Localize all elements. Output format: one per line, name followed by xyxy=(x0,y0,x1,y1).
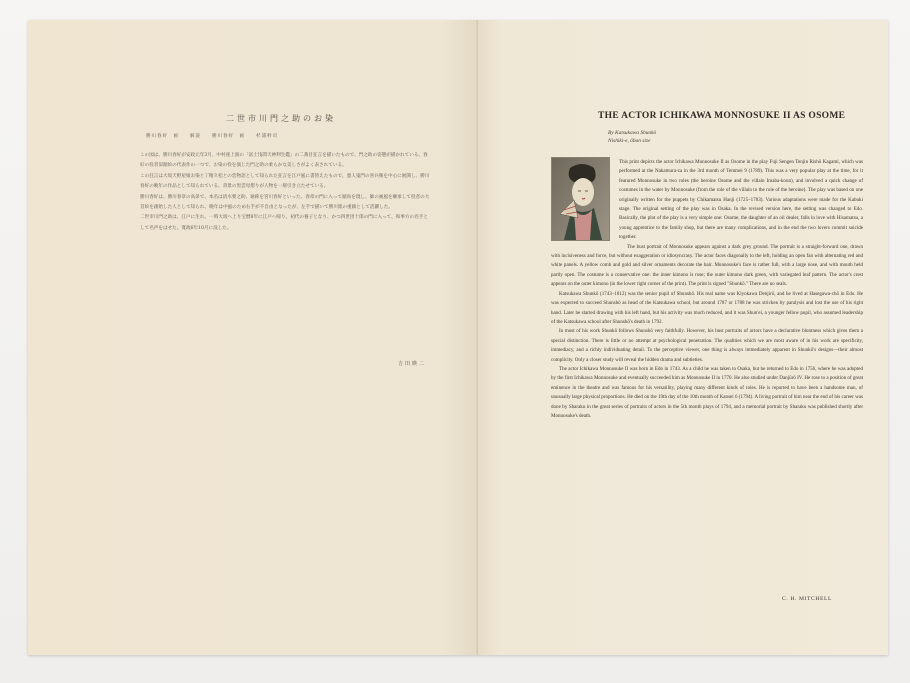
print-format-line: Nishiki-e, ōban size xyxy=(608,138,651,144)
english-body-text xyxy=(551,158,863,421)
author-signature-english: C. H. MITCHELL xyxy=(782,596,833,602)
page-title-japanese: 二世市川門之助のお染 xyxy=(226,114,336,123)
open-booklet xyxy=(28,20,888,655)
author-signature-japanese: 吉田暎二 xyxy=(398,361,427,367)
page-title-english: THE ACTOR ICHIKAWA MONNOSUKE II AS OSOME xyxy=(598,111,846,121)
paragraph: 二世市川門之助は、江戸に生れ、一時大坂へ上り宝暦8年に江戸へ帰り、初代の養子となり、かつ四世団十郎の門に入って、和事方の名手として名声をはせた。寛政6年10月に没した。 xyxy=(140,215,428,231)
credits-line: 勝川春好 画 解説 勝川春好 画 杉浦幹司 xyxy=(146,134,278,139)
japanese-body-text xyxy=(140,151,430,234)
paragraph: 勝川春好は、勝川春章の高弟で、本名は清水要之助、通称を宮川春好といった。春章の門に入って頭角を現し、師の画風を継承して役者の大首絵を創始した人として知られ、晩年は中風のため右手が不自由となったが、左手で描いて勝川派の重鎮として活躍した。 xyxy=(140,194,430,211)
paragraph: この図は、勝川春好が安政元年3月、中村座上演の「富士浅間天神利生鑑」の二番目狂言を描いたもので、門之助の姿態が描かれている。春好の役者似顔絵の代表作の一つで、お染の役を演じた門之助の柔らかな美しさがよく表されている。 xyxy=(140,153,428,169)
left-page-japanese xyxy=(28,20,478,655)
byline: By Katsukawa Shunkō xyxy=(608,130,657,136)
paragraph: In most of his work Shunkō follows Shunshō very faithfully. However, his bust portraits of actors have a declarative bluntness which gives them a special distinction. There is little or no attempt at psychological penetration. The qualities which we are most aware of in his work are specificity, immediacy, and a richly individuating detail. To the perceptive viewer, one thing is always immediately apparent in Shunkō's designs—their almost complicity. Only a closer study will reveal the hidden drama and subtleties. xyxy=(551,328,863,363)
paragraph: The actor Ichikawa Monnosuke II was born in Edo in 1743. As a child he was taken to Osaka, but he returned to Edo in 1756, where he was adopted by the first Ichikawa Monnosuke and eventually succeeded him as Monnosuke II in 1770. He also studied under Danjūrō IV. He rose to a position of great eminence in the theatre and was famous for his versatility, playing many different kinds of roles. He is reported to have been a handsome man, of unusually large physical proportions. He died on the 19th day of the 10th month of Kansei 6 (1794). A living portrait of him near the end of his career was done by Sharaku in the great series of portraits of actors in the 5th month plays of 1794, and a memorial portrait by Sharaku was published shortly after Monnosuke's death. xyxy=(551,365,863,419)
paragraph: This print depicts the actor Ichikawa Monnosuke II as Osome in the play Fuji Sengen Tenjin Rishō Kagami, which was performed at the Nakamura-za in the 3rd month of Temmei 9 (1789). This was a very popular play at the time, for it featured Monnosuke in two roles (the heroine Osome and the villain Imaba-koun), and involved a quick change of costumes in the water by Monnosuke (from the role of the villain to the role of the heroine). The play was based on one originally written for the puppets by Chikamatsu Hanji (1725–1783). Various adaptations were made for the Kabuki stage. The original setting of the play was in Osaka. In the revised version here, the setting was changed to Edo. Basically, the plot of the play is a very simple one: Osome, the daughter of an oil dealer, falls in love with Hisamatsu, a young apprentice to the family shop, but there are many complications, and in the end the two lovers commit suicide together. xyxy=(619,159,863,241)
paragraph: The bust portrait of Monnosuke appears against a dark grey ground. The portrait is a straight-forward one, drawn with incisiveness and force, but without exaggeration or idiosyncrasy. The actor faces diagonally to the left, holding an open fan with alternating red and white panels. A yellow comb and gold and silver ornaments decorate the hair. Monnosuke's face is rather full, with a large nose, and with mouth held partly open. The costume is a conservative one: the inner kimono is rose; the outer kimono dark green, with variegated leaf pattern. The actor's crest appears on the outer kimono (in the lower right corner of the print). The print is signed "Shunkō." There are no seals. xyxy=(551,243,863,288)
portrait-spacer xyxy=(551,158,613,244)
paragraph: この狂言は大坂天野屋娘お染と丁稚久松との恋物語として知られた狂言を江戸風に書替えたもので、悪人鬼門の喜兵衛を中心に展開し、勝川春好の晩年の作品として知られている。背景の黒雲母摺りが人物を一層引き立たせている。 xyxy=(140,173,430,190)
paragraph: Katsukawa Shunkō (1743–1812) was the senior pupil of Shunshō. His real name was Kiyokawa Denjirō, and he lived at Hasegawa-chō in Edo. He was expected to succeed Shunshō as head of the Katsukawa school, but around 1787 or 1788 he was stricken by paralysis and lost the use of his right hand. Later he started drawing with his left hand, but his activity was much reduced, and it was Shun'ei, a younger fellow pupil, who assumed leadership of the Katsukawa school after Shunshō's death in 1792. xyxy=(551,290,863,325)
right-page-english xyxy=(478,20,888,655)
